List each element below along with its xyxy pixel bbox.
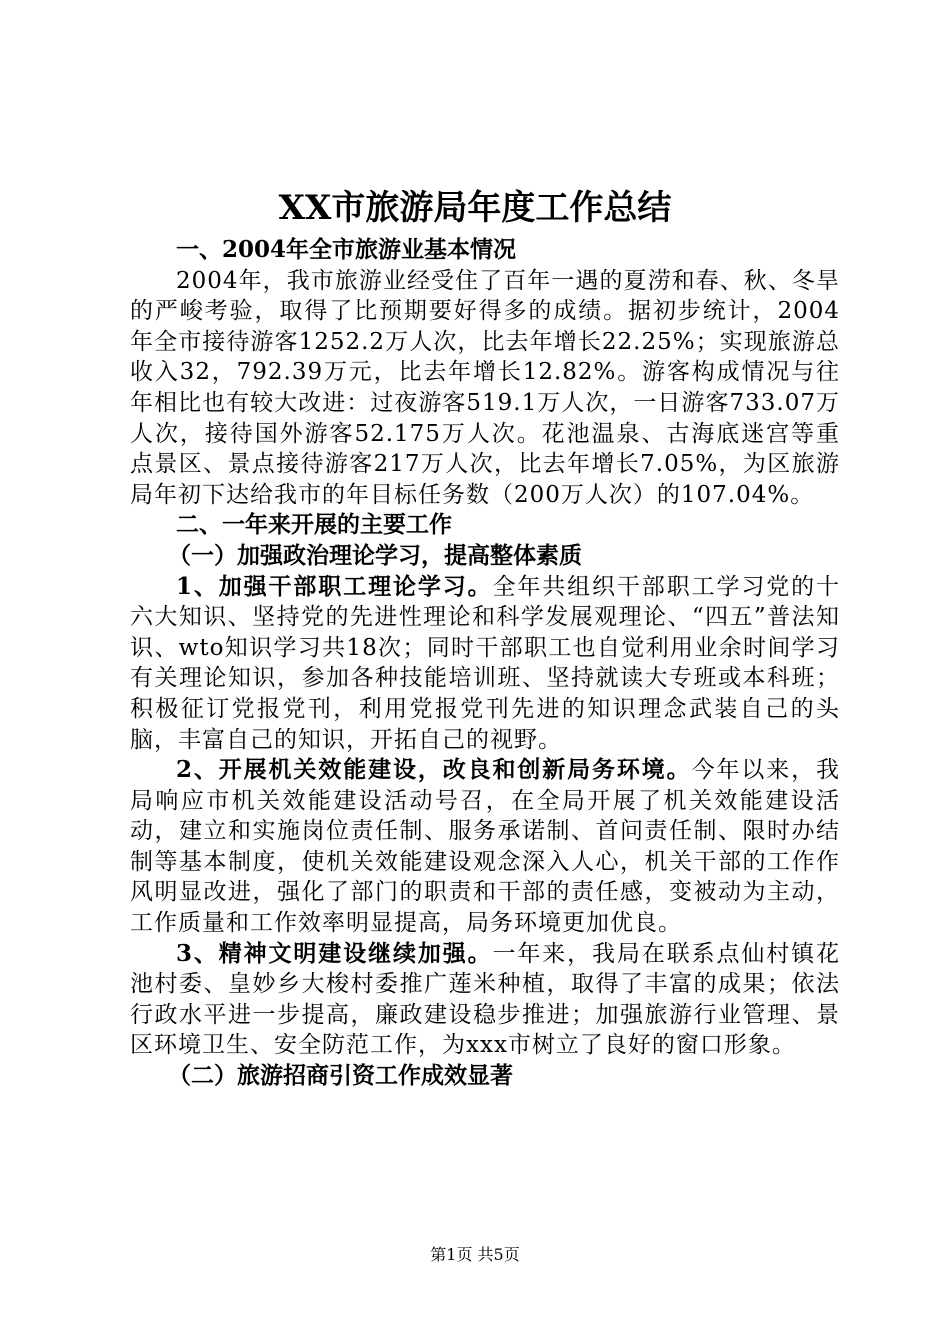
subsection-heading-1: （一）加强政治理论学习，提高整体素质 [168, 541, 582, 569]
document-body [130, 235, 840, 1092]
page-footer: 第1页 共5页 [430, 1245, 520, 1264]
item-3-body: 一年来，我局在联系点仙村镇花池村委、皇妙乡大梭村委推广莲米种植，取得了丰富的成果；依法行政水平进一步提高，廉政建设稳步推进；加强旅游行业管理、景区环境卫生、安全防范工作，为xxx市树立了良好的窗口形象。 [130, 940, 840, 1059]
item-3-lead: 3、精神文明建设继续加强。 [176, 939, 493, 967]
section-heading-2: 二、一年来开展的主要工作 [176, 511, 452, 539]
paragraph-overview: 2004年，我市旅游业经受住了百年一遇的夏涝和春、秋、冬旱的严峻考验，取得了比预期要好得多的成绩。据初步统计，2004年全市接待游客1252.2万人次，比去年增长22.25%；实现旅游总收入32，792.39万元，比去年增长12.82%。游客构成情况与往年相比也有较大改进：过夜游客519.1万人次，一日游客733.07万人次，接待国外游客52.175万人次。花池温泉、古海底迷宫等重点景区、景点接待游客217万人次，比去年增长7.05%，为区旅游局年初下达给我市的年目标任务数（200万人次）的107.04%。 [130, 267, 840, 508]
item-2-lead: 2、开展机关效能建设，改良和创新局务环境。 [176, 756, 692, 784]
paragraph-item-3 [130, 939, 840, 1061]
item-1-body: 全年共组织干部职工学习党的十六大知识、坚持党的先进性理论和科学发展观理论、“四五”普法知识、wto知识学习共18次；同时干部职工也自觉利用业余时间学习有关理论知识，参加各种技能培训班、坚持就读大专班或本科班；积极征订党报党刊，利用党报党刊先进的知识理念武装自己的头脑，丰富自己的知识，开拓自己的视野。 [130, 573, 840, 753]
item-2-body: 今年以来，我局响应市机关效能建设活动号召，在全局开展了机关效能建设活动，建立和实施岗位责任制、服务承诺制、首问责任制、限时办结制等基本制度，使机关效能建设观念深入人心，机关干部的工作作风明显改进，强化了部门的职责和干部的责任感，变被动为主动，工作质量和工作效率明显提高，局务环境更加优良。 [130, 757, 840, 937]
section-heading-1: 一、2004年全市旅游业基本情况 [176, 236, 517, 263]
subsection-heading-2: （二）旅游招商引资工作成效显著 [168, 1062, 513, 1090]
paragraph-item-1 [130, 572, 840, 756]
item-1-lead: 1、加强干部职工理论学习。 [176, 572, 493, 600]
paragraph-item-2 [130, 755, 840, 939]
document-title: XX市旅游局年度工作总结 [278, 188, 672, 228]
